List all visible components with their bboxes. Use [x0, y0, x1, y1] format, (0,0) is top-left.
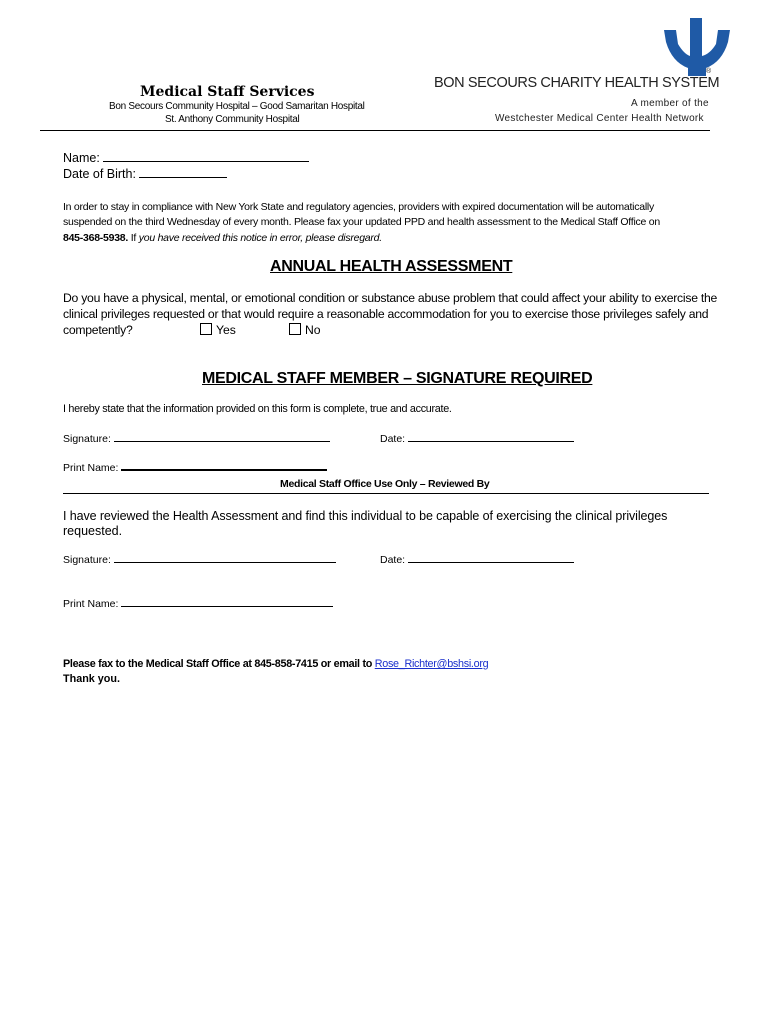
bon-secours-logo-icon	[662, 16, 732, 76]
member-line-1: A member of the	[631, 98, 709, 109]
staff-signature-field[interactable]	[114, 441, 330, 442]
signature-statement: I hereby state that the information provided on this form is complete, true and accurate.	[63, 403, 452, 415]
notice-line-3	[63, 232, 382, 244]
no-label: No	[305, 323, 321, 337]
notice-if: If	[128, 232, 137, 244]
name-row	[63, 151, 309, 165]
reviewer-print-name-row	[63, 598, 333, 610]
name-label: Name:	[63, 151, 100, 165]
office-use-divider	[63, 493, 709, 494]
assessment-question-line-1: Do you have a physical, mental, or emotional condition or substance abuse problem that could affect your ability to exercise the	[63, 291, 718, 305]
member-line-2: Westchester Medical Center Health Network	[495, 113, 704, 124]
footer-fax-text: Please fax to the Medical Staff Office at 845-858-7415 or email to	[63, 658, 375, 670]
reviewer-signature-label: Signature:	[63, 554, 111, 566]
no-checkbox[interactable]	[289, 323, 301, 335]
yes-label: Yes	[216, 323, 236, 337]
reviewer-print-name-field[interactable]	[121, 606, 333, 607]
assessment-title: ANNUAL HEALTH ASSESSMENT	[270, 258, 513, 275]
staff-print-name-label: Print Name:	[63, 462, 119, 474]
assessment-question-line-3: competently?	[63, 323, 133, 337]
reviewer-date-row	[380, 554, 574, 566]
footer-thanks: Thank you.	[63, 673, 120, 685]
hospitals-line-2: St. Anthony Community Hospital	[165, 114, 300, 125]
header-divider	[40, 130, 710, 131]
yes-checkbox[interactable]	[200, 323, 212, 335]
assessment-question-line-2: clinical privileges requested or that would require a reasonable accommodation for you to exercise those privileges safely and	[63, 307, 709, 321]
review-statement-line-2: requested.	[63, 524, 123, 538]
review-statement-line-1: I have reviewed the Health Assessment and find this individual to be capable of exercising the clinical privileges	[63, 509, 668, 523]
notice-phone: 845-368-5938.	[63, 232, 129, 244]
system-name-text: BON SECOURS CHARITY HEALTH SYSTEM	[434, 75, 720, 91]
reviewer-print-name-label: Print Name:	[63, 598, 119, 610]
staff-print-name-field[interactable]	[121, 469, 327, 471]
staff-date-row	[380, 433, 574, 445]
yes-option[interactable]	[200, 323, 236, 337]
staff-date-field[interactable]	[408, 441, 574, 442]
notice-line-2: suspended on the third Wednesday of every month. Please fax your updated PPD and health assessment to the Medical Staff Office on	[63, 216, 660, 228]
staff-print-name-row	[63, 462, 327, 474]
hospitals-line-1: Bon Secours Community Hospital – Good Samaritan Hospital	[109, 101, 365, 112]
staff-date-label: Date:	[380, 433, 406, 445]
dept-title: Medical Staff Services	[140, 84, 315, 100]
registered-mark: ®	[706, 68, 712, 75]
notice-line-1: In order to stay in compliance with New York State and regulatory agencies, providers with expired documentation will be automatically	[63, 201, 654, 213]
dob-field[interactable]	[139, 177, 227, 178]
reviewer-date-label: Date:	[380, 554, 406, 566]
staff-signature-row	[63, 433, 330, 445]
reviewer-signature-row	[63, 554, 336, 566]
signature-section-title: MEDICAL STAFF MEMBER – SIGNATURE REQUIRED	[202, 370, 593, 387]
no-option[interactable]	[289, 323, 321, 337]
reviewer-signature-field[interactable]	[114, 562, 336, 563]
dob-row	[63, 167, 227, 181]
office-use-label: Medical Staff Office Use Only – Reviewed By	[280, 478, 490, 490]
dob-label: Date of Birth:	[63, 167, 136, 181]
name-field[interactable]	[103, 161, 309, 162]
footer-fax-line	[63, 658, 488, 670]
staff-signature-label: Signature:	[63, 433, 111, 445]
system-name	[434, 75, 719, 91]
notice-error-text: you have received this notice in error, please disregard.	[136, 232, 382, 244]
email-link[interactable]: Rose_Richter@bshsi.org	[374, 658, 489, 670]
reviewer-date-field[interactable]	[408, 562, 574, 563]
